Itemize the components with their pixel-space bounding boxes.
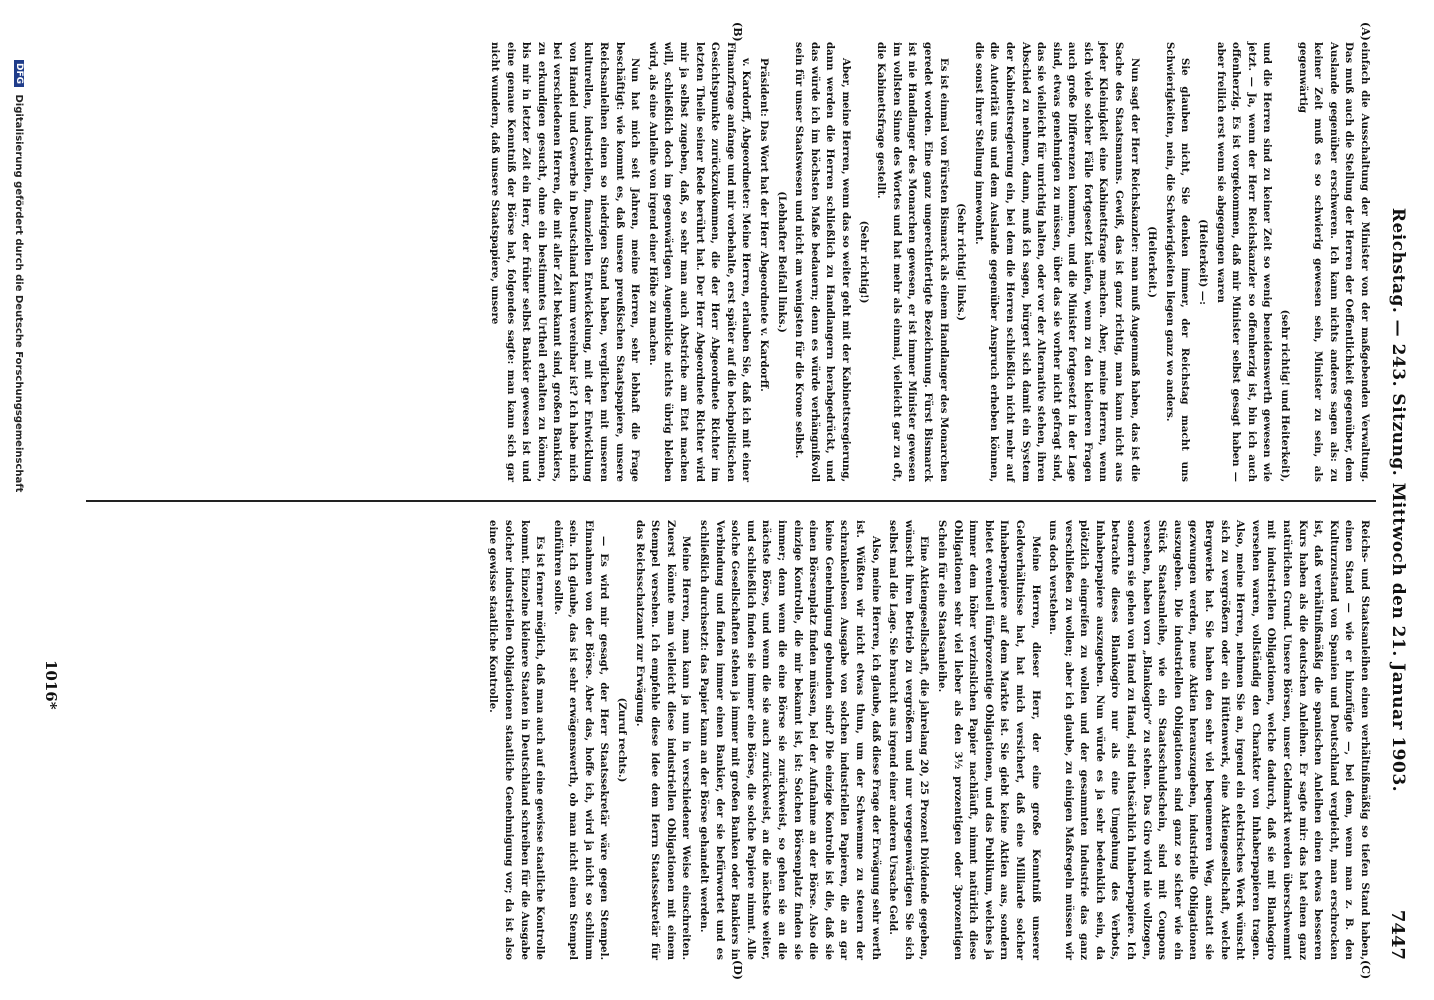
speaker-paragraph: Präsident: Das Wort hat der Herr Abgeordnete v. Kardorff.	[758, 58, 771, 392]
paragraph: Es ist ferner möglich, daß man auch auf eine gewisse staatliche Kontrolle kommt. Einzelne kleinere Staaten in Deutschland schreiben für die Ausgabe solcher industriellen Obligationen staatliche Genehmigung vor; da ist also eine gewisse staatliche Kontrolle.	[487, 520, 547, 960]
left-column	[484, 42, 1372, 482]
digitization-note	[13, 60, 24, 960]
paragraph: Meine Herren, dieser Herr, der eine große Kenntniß unserer Geldverhältnisse hat, hat mich versichert, daß eine Milliarde solcher Inhaberpapiere auf dem Markte ist. Sie giebt keine Aktien aus, sondern bietet eventuell fünfprozentige Obligationen, und das Publikum, welches ja immer dem höher verzinslichen Papier nachläuft, nimmt natürlich diese Obligationen sehr viel lieber als den 3½ prozentigen oder 3prozentigen Schein für eine Staatsanleihe.	[935, 520, 1042, 960]
margin-marker-a: (A)	[1359, 22, 1372, 41]
paragraph: Es ist einmal von Fürsten Bismarck als einem Handlanger des Monarchen geredet worden. Eine ganz ungerechtfertigte Bezeichnung. Fürst Bismarck ist nie Handlanger des Monarchen gewesen, er ist immer Minister gewesen im vollsten Sinne des Wortes und hat mehr als einmal, vielleicht gar zu oft, die Kabinettsfrage gestellt.	[875, 42, 950, 482]
paragraph: Aber, meine Herren, wenn das so weiter geht mit der Kabinettsregierung, dann werden die Herren schließlich zu Handlangern herabgedrückt, und das würde ich im höchsten Maße bedauern; denn es würde verhängnißvoll sein für unser Staatswesen und nicht am wenigsten für die Krone selbst.	[793, 42, 852, 482]
paragraph: Also, meine Herren, ich glaube, daß diese Frage der Erwägung sehr werth ist. Wüßten wir nicht etwas thun, um der Schwemme zu steuern der schrankenlosen Ausgabe von solchen industriellen Papieren, die an gar keine Genehmigung gebunden sind? Die einzige Kontrolle ist die, daß sie einen Börsenplatz finden müssen, bei der Aufnahme an der Börse. Also die einzige Kontrolle, die mir bekannt ist, ist: Solchen Börsenplatz finden sie immer; denn wenn die eine Börse sie zurückweist, so gehen sie an die nächste Börse, und wenn die sie auch zurückweist, an die nächste weiter, und schließlich finden sie immer eine Börse, die solche Papiere nimmt. Alle solche Gesellschaften stehen ja immer mit großen Banken oder Bankiers in Verbindung und finden immer einen Bankier, der sie befürwortet und es schließlich durchsetzt: das Papier kann an der Börse gehandelt werden.	[698, 520, 882, 960]
interjection: (sehr richtig! und Heiterkeit),	[1279, 309, 1292, 482]
paragraph: und die Herren sind zu keiner Zeit so wenig beneidenswerth gewesen wie jetzt. — Ja, wenn der Herr Reichskanzler so offenherzig ist, bin ich auch offenherzig. Es ist vorgekommen, daß mir Minister selbst gesagt haben — aber freilich erst wenn sie abgegangen waren	[1214, 42, 1274, 482]
speaker-paragraph: v. Kardorff, Abgeordneter: Meine Herren, erlauben Sie, daß ich mit einer Finanzfrage anfange und mir vorbehalte, erst später auf die hochpolitischen Gesichtspunkte zurückzukommen, die der Herr Abgeordnete Richter im letzten Theile seiner Rede berührt hat. Der Herr Abgeordnete Richter wird mir ja selbst zugeben, daß, so sehr man auch Abstriche am Etat machen will, schließlich doch im gegenwärtigen Augenblicke nichts übrig bleiben wird, als eine Anleihe von irgend einer Höhe zu machen.	[646, 42, 753, 482]
footer-number: 1016*	[42, 660, 60, 710]
page-header	[1382, 40, 1408, 960]
paragraph: Nun sagt der Herr Reichskanzler: man muß Augenmaß haben, das ist die Sache des Staatsmanns. Gewiß, das ist ganz richtig, man kann nicht aus jeder Kleinigkeit eine Kabinettsfrage machen. Aber, meine Herren, wenn sich viele solcher Fälle fortgesetzt häufen, wenn zu den kleineren Fragen auch große Differenzen kommen, und die Minister fortgesetzt in der Lage sind, etwas genehmigen zu müssen, über das sie vorher nicht gefragt sind, das sie vielleicht für unrichtig halten, oder vor der Alternative stehen, ihren Abschied zu nehmen, dann, muß ich sagen, bürgert sich damit ein System der Kabinettsregierung ein, bei dem die Herren schließlich nicht mehr auf die Autorität uns und dem Auslande gegenüber Anspruch erheben können, die sonst ihrer Stellung innewohnt.	[972, 42, 1141, 482]
dfg-logo: DFG	[14, 60, 24, 87]
interjection: (Lebhafter Beifall links.)	[775, 191, 788, 333]
header-title: Reichstag. — 243. Sitzung. Mittwoch den 21. Januar 1903.	[1388, 207, 1408, 793]
paragraph: einfach die Ausschaltung der Minister von der maßgebenden Verwaltung. Das muß auch die Stellung der Herren der Oeffentlichkeit gegenüber, dem Auslande gegenüber erschweren. Ich kann nichts anderes sagen als: zu keiner Zeit muß es so schwierig gewesen sein, Minister zu sein, als gegenwärtig	[1296, 42, 1371, 482]
interjection: (Sehr richtig! links.)	[955, 203, 968, 321]
paragraph: Reichs- und Staatsanleihen einen verhältnißmäßig so tiefen Stand haben, einen Stand — wie er hinzufügte —, bei dem, wenn man z. B. den Kulturzustand von Spanien und Deutschland vergleicht, man erschrocken ist, daß verhältnißmäßig die spanischen Anleihen einen etwas besseren Kurs haben als die deutschen Anleihen. Er sagte mir: das hat einen ganz natürlichen Grund. Unsere Börsen, unser Geldmarkt werden überschwemmt mit industriellen Obligationen, welche dadurch, daß sie mit Blankogiro versehen waren, vollständig den Charakter von Inhaberpapieren tragen. Also, meine Herren, nehmen Sie an, irgend ein elektrisches Werk wünscht sich zu vergrößern oder ein Hüttenwerk, eine Aktiengesellschaft, welche Bergwerke hat. Sie haben den sehr viel bequemeren Weg, anstatt sie gezwungen werden, neue Aktien herauszugeben, industrielle Obligationen auszugeben. Die industriellen Obligationen sind ganz so sicher wie ein Stück Staatsanleihe, wie ein Staatsschuldschein, sind mit Coupons versehen, haben vorn „Blankogiro“ zu stehen. Das Giro wird nie vollzogen, sondern sie gehen von Hand zu Hand, sind thatsächlich Inhaberpapiere. Ich betrachte dieses Blankogiro nur als eine Umgehung des Verbots, Inhaberpapiere auszugeben. Nun würde es ja sehr bedenklich sein, da plötzlich eingreifen zu wollen und der gesammten Industrie das ganz verschließen zu wollen; aber ich glaube, zu einigen Maßregeln müssen wir uns doch verstehen.	[1047, 520, 1371, 960]
digitization-text: Digitalisierung gefördert durch die Deutsche Forschungsgemeinschaft	[13, 94, 24, 493]
margin-marker-c: (C)	[1359, 960, 1372, 980]
right-column	[483, 520, 1372, 960]
paragraph: Meine Herren, man kann ja nun in verschiedener Weise einschreiten. Zuerst könnte man vielleicht diese industriellen Obligationen mit einem Stempel versehen. Ich empfehle diese Idee dem Herrn Staatssekretär für das Reichsschatzamt zur Erwägung.	[633, 520, 693, 960]
page-number: 7447	[1387, 909, 1408, 960]
interjection: (Heiterkeit) —:	[1197, 219, 1210, 305]
interjection: (Heiterkeit.)	[1146, 226, 1159, 298]
paragraph: — Es wird mir gesagt, der Herr Staatssekretär wäre gegen Stempel. Einnahmen von der Börse. Aber das, hoffe ich, wird ja nicht so schlimm sein. Ich glaube, das ist sehr erwägenswerth, ob man nicht einen Stempel einführen sollte.	[551, 520, 611, 960]
interjection: (Zuruf rechts.)	[616, 697, 629, 783]
paragraph: Nun hat mich seit Jahren, meine Herren, sehr lebhaft die Frage beschäftigt: wie kommt es, daß unsere preußischen Staatspapiere, unsere Reichsanleihen einen so niedrigen Stand haben, verglichen mit unseren kulturellen, industriellen, finanziellen Entwickelung, mit der Entwicklung von Handel und Gewerbe in Deutschland kaum vereinbar ist? Ich habe mich bei verschiedenen Herren, die mit aller Zeit bekannt sind, großen Bankiers, zu erkundigen gesucht, ohne ein bestimmtes Urtheil erhalten zu können, bis mir in letzter Zeit ein Herr, der früher selbst Bankier gewesen ist und eine genaue Kenntniß der Börse hat, folgendes sagte: man kann sich gar nicht wundern, daß unsere Staatspapiere, unsere	[488, 42, 642, 482]
column-divider	[86, 500, 1376, 502]
margin-marker-d: (D)	[731, 960, 744, 980]
margin-marker-b: (B)	[731, 22, 744, 42]
interjection: (Sehr richtig!)	[857, 220, 870, 304]
paragraph: Sie glauben nicht, Sie denken immer, der Reichstag macht uns Schwierigkeiten, nein, die Schwierigkeiten liegen ganz wo anders.	[1163, 42, 1192, 482]
paragraph: Eine Aktiengesellschaft, die jahrelang 20, 25 Prozent Dividende gegeben, wünscht ihren Betrieb zu vergrößern und nur vergegenwärtigen Sie sich selbst mal die Lage. Sie braucht aus irgend einer anderen Ursache Geld.	[887, 520, 931, 960]
